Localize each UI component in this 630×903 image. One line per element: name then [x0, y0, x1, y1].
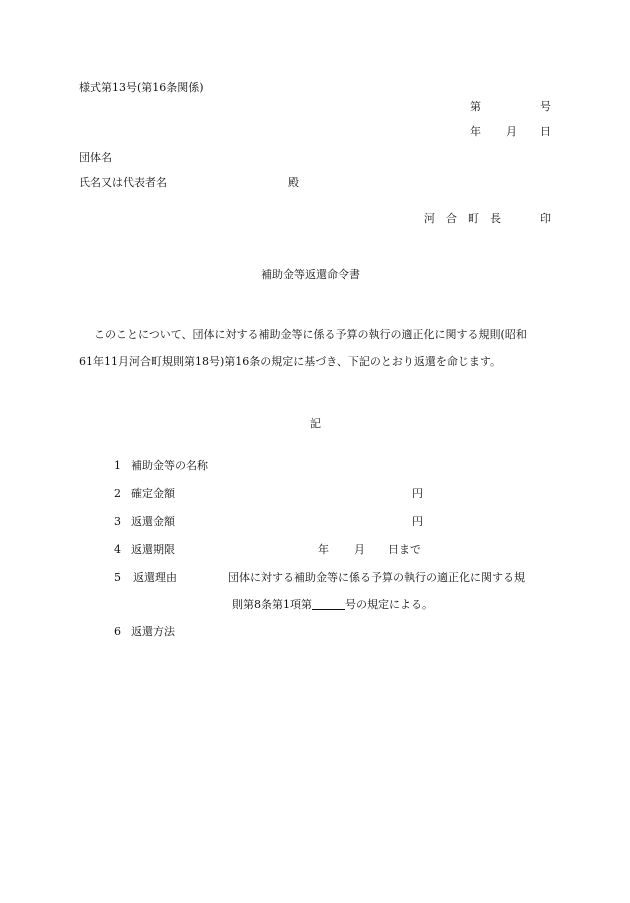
- item-4-year: 年: [318, 543, 329, 556]
- ki-heading: 記: [310, 417, 321, 430]
- date-day: 日: [540, 125, 551, 138]
- dantai-label: 団体名: [79, 151, 112, 164]
- item-4-label: 返還期限: [131, 543, 175, 556]
- item-5-text-2a: 則第8条第1項第: [232, 598, 312, 611]
- item-4-month: 月: [354, 543, 365, 556]
- item-6-num: 6: [114, 625, 121, 638]
- item-5-num: 5: [114, 571, 121, 584]
- issuer-name: 河 合 町 長: [424, 212, 501, 225]
- item-6-label: 返還方法: [131, 625, 175, 638]
- item-2-num: 2: [114, 487, 121, 500]
- issuer-seal: 印: [540, 212, 551, 225]
- item-3-label: 返還金額: [131, 515, 175, 528]
- item-5-text-2: [232, 598, 433, 612]
- number-dai: 第: [470, 100, 481, 113]
- item-5-label: 返還理由: [133, 571, 177, 584]
- item-2-label: 確定金額: [131, 487, 175, 500]
- item-4-until: 日まで: [388, 543, 421, 556]
- item-3-unit: 円: [412, 515, 423, 528]
- item-1-num: 1: [114, 459, 121, 472]
- body-line-2: 61年11月河合町規則第18号)第16条の規定に基づき、下記のとおり返還を命じます。: [79, 355, 501, 368]
- body-line-1: このことについて、団体に対する補助金等に係る予算の執行の適正化に関する規則(昭和: [94, 328, 527, 341]
- dono: 殿: [288, 176, 299, 189]
- item-4-num: 4: [114, 543, 121, 556]
- date-month: 月: [506, 125, 517, 138]
- item-5-text-2b: 号の規定による。: [345, 598, 433, 611]
- item-1-label: 補助金等の名称: [131, 459, 208, 472]
- item-5-text-1: 団体に対する補助金等に係る予算の執行の適正化に関する規: [228, 571, 525, 584]
- item-3-num: 3: [114, 515, 121, 528]
- shimei-label: 氏名又は代表者名: [79, 176, 167, 189]
- date-year: 年: [470, 125, 481, 138]
- item-5-blank: [312, 598, 345, 611]
- number-go: 号: [540, 100, 551, 113]
- document-title: 補助金等返還命令書: [261, 268, 360, 281]
- item-2-unit: 円: [412, 487, 423, 500]
- form-label: 様式第13号(第16条関係): [79, 81, 204, 94]
